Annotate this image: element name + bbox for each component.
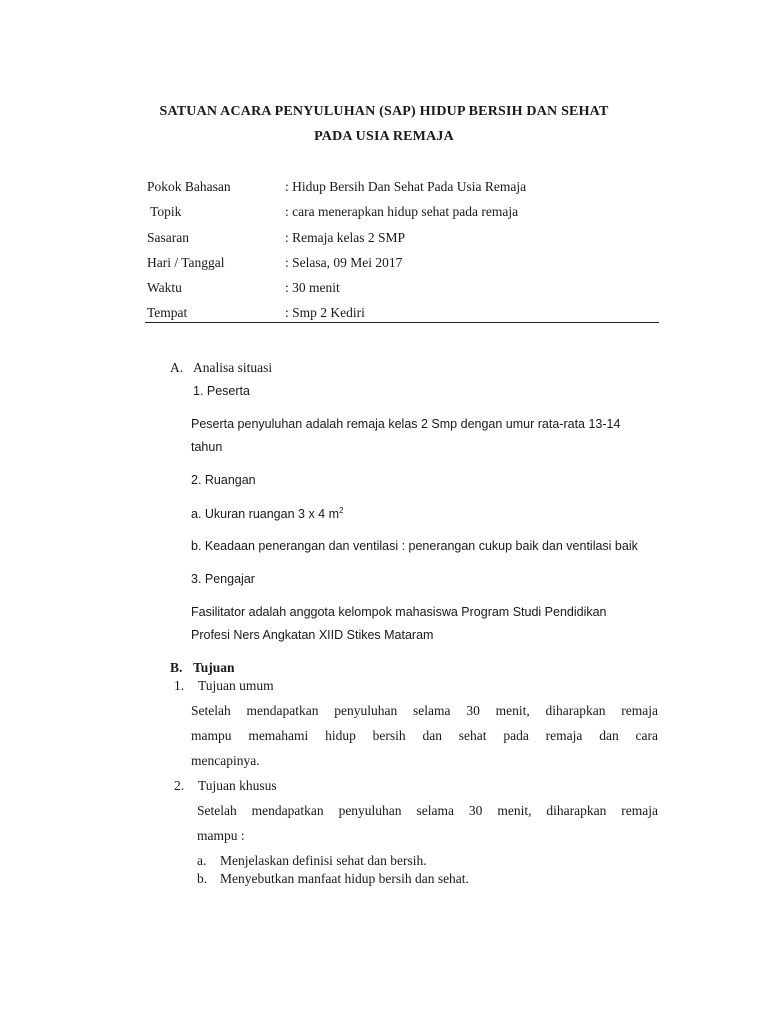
section-a-marker: A. <box>170 360 184 375</box>
tujuan-umum-text-line-1: Setelah mendapatkan penyuluhan selama 30 menit, diharapkan remaja <box>191 703 658 718</box>
info-key: Sasaran <box>147 230 189 245</box>
document-title-line-1: SATUAN ACARA PENYULUHAN (SAP) HIDUP BERSIH DAN SEHAT <box>159 104 609 119</box>
section-a-heading: Analisa situasi <box>193 360 273 375</box>
tujuan-umum-text-line-3: mencapinya. <box>191 753 260 768</box>
list-item-marker: a. <box>197 853 207 868</box>
pengajar-heading: 3. Pengajar <box>191 572 255 586</box>
info-key: Tempat <box>147 305 188 320</box>
info-key: Waktu <box>147 280 182 295</box>
info-row-pokok-bahasan <box>147 179 659 199</box>
section-b-marker: B. <box>170 660 183 675</box>
list-item: Menjelaskan definisi sehat dan bersih. <box>220 853 427 868</box>
info-value: : Hidup Bersih Dan Sehat Pada Usia Remaja <box>285 179 527 194</box>
list-item-marker: b. <box>197 871 208 886</box>
peserta-text-line-1: Peserta penyuluhan adalah remaja kelas 2 Smp dengan umur rata-rata 13-14 <box>191 417 621 431</box>
tujuan-umum-text-line-2: mampu memahami hidup bersih dan sehat pada remaja dan cara <box>191 728 658 743</box>
info-table-rule <box>145 322 659 323</box>
list-item: Menyebutkan manfaat hidup bersih dan sehat. <box>220 871 469 886</box>
tujuan-khusus-marker: 2. <box>174 778 185 793</box>
tujuan-khusus-heading: Tujuan khusus <box>198 778 277 793</box>
info-value: : Remaja kelas 2 SMP <box>285 230 405 245</box>
info-row-hari-tanggal <box>147 255 659 275</box>
tujuan-khusus-text-line-1: Setelah mendapatkan penyuluhan selama 30 menit, diharapkan remaja <box>197 803 658 818</box>
peserta-text-line-2: tahun <box>191 440 223 454</box>
ruangan-size-superscript: 2 <box>339 506 344 515</box>
tujuan-umum-heading: Tujuan umum <box>198 678 274 693</box>
pengajar-text-line-2: Profesi Ners Angkatan XIID Stikes Mataram <box>191 628 434 642</box>
pengajar-text-line-1: Fasilitator adalah anggota kelompok mahasiswa Program Studi Pendidikan <box>191 605 607 619</box>
info-key: Topik <box>147 204 182 219</box>
info-value: : Smp 2 Kediri <box>285 305 365 320</box>
document-title-line-2: PADA USIA REMAJA <box>314 129 454 144</box>
info-key: Hari / Tanggal <box>147 255 225 270</box>
info-value: : Selasa, 09 Mei 2017 <box>285 255 403 270</box>
ruangan-size <box>191 506 343 521</box>
info-row-waktu <box>147 280 659 300</box>
tujuan-khusus-text-line-2: mampu : <box>197 828 245 843</box>
section-b-heading: Tujuan <box>193 660 235 675</box>
tujuan-umum-marker: 1. <box>174 678 185 693</box>
info-key: Pokok Bahasan <box>147 179 231 194</box>
peserta-heading: 1. Peserta <box>193 384 250 398</box>
info-value: : cara menerapkan hidup sehat pada remaja <box>285 204 519 219</box>
info-value: : 30 menit <box>285 280 340 295</box>
ruangan-heading: 2. Ruangan <box>191 473 256 487</box>
ruangan-size-text: a. Ukuran ruangan 3 x 4 m <box>191 507 339 522</box>
info-row-sasaran <box>147 230 659 250</box>
info-row-topik <box>147 204 659 224</box>
ruangan-condition: b. Keadaan penerangan dan ventilasi : penerangan cukup baik dan ventilasi baik <box>191 539 638 553</box>
